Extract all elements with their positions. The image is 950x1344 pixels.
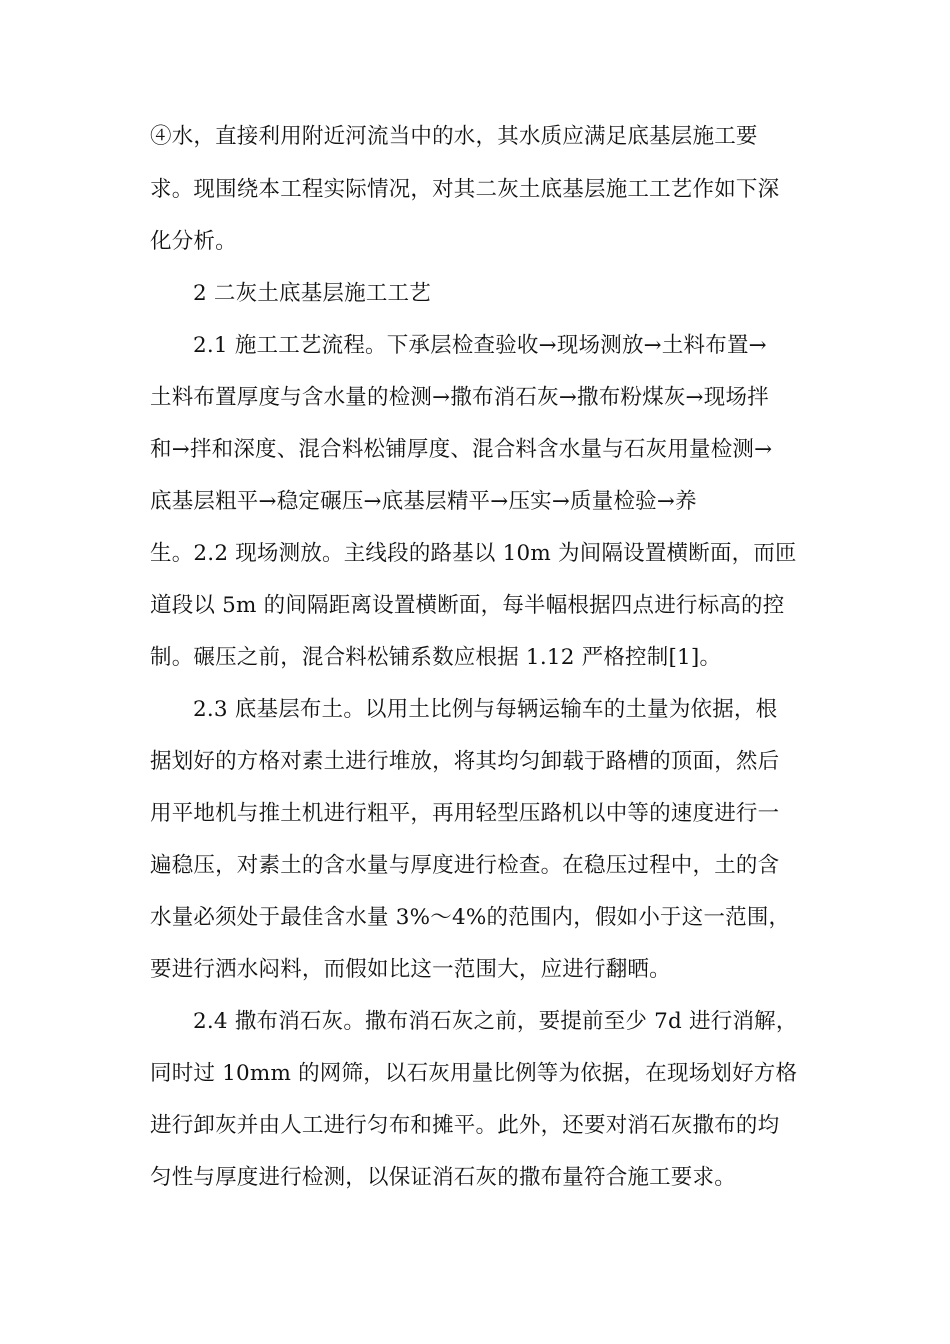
text-line: 土料布置厚度与含水量的检测→撒布消石灰→撒布粉煤灰→现场拌: [150, 385, 769, 410]
text-line: 化分析。: [150, 229, 237, 254]
text-line: 制。碾压之前，混合料松铺系数应根据 1.12 严格控制[1]。: [150, 645, 722, 670]
text-line: 求。现围绕本工程实际情况，对其二灰土底基层施工工艺作如下深: [150, 177, 780, 202]
text-line: 进行卸灰并由人工进行匀布和摊平。此外，还要对消石灰撒布的均: [150, 1113, 780, 1138]
text-line: 2.1 施工工艺流程。下承层检查验收→现场测放→土料布置→: [193, 333, 767, 358]
text-line: 匀性与厚度进行检测，以保证消石灰的撒布量符合施工要求。: [150, 1165, 736, 1190]
text-line: 2.3 底基层布土。以用土比例与每辆运输车的土量为依据，根: [193, 697, 778, 722]
text-line: 遍稳压，对素土的含水量与厚度进行检查。在稳压过程中，土的含: [150, 853, 780, 878]
text-line: 要进行洒水闷料，而假如比这一范围大，应进行翻晒。: [150, 957, 671, 982]
text-line: 和→拌和深度、混合料松铺厚度、混合料含水量与石灰用量检测→: [150, 437, 773, 462]
text-line: 用平地机与推土机进行粗平，再用轻型压路机以中等的速度进行一: [150, 801, 780, 826]
text-line: 2.4 撒布消石灰。撒布消石灰之前，要提前至少 7d 进行消解，: [193, 1009, 798, 1034]
text-line: 道段以 5m 的间隔距离设置横断面，每半幅根据四点进行标高的控: [150, 593, 785, 618]
text-line: 据划好的方格对素土进行堆放，将其均匀卸载于路槽的顶面，然后: [150, 749, 780, 774]
text-line: 生。2.2 现场测放。主线段的路基以 10m 为间隔设置横断面，而匝: [150, 541, 797, 566]
text-line: 水量必须处于最佳含水量 3%～4%的范围内，假如小于这一范围，: [150, 905, 791, 930]
text-line: ④水，直接利用附近河流当中的水，其水质应满足底基层施工要: [150, 124, 758, 149]
text-line: 同时过 10mm 的网筛，以石灰用量比例等为依据，在现场划好方格: [150, 1061, 798, 1086]
text-line: 底基层粗平→稳定碾压→底基层精平→压实→质量检验→养: [150, 489, 697, 514]
section-heading: 2 二灰土底基层施工工艺: [193, 281, 431, 306]
